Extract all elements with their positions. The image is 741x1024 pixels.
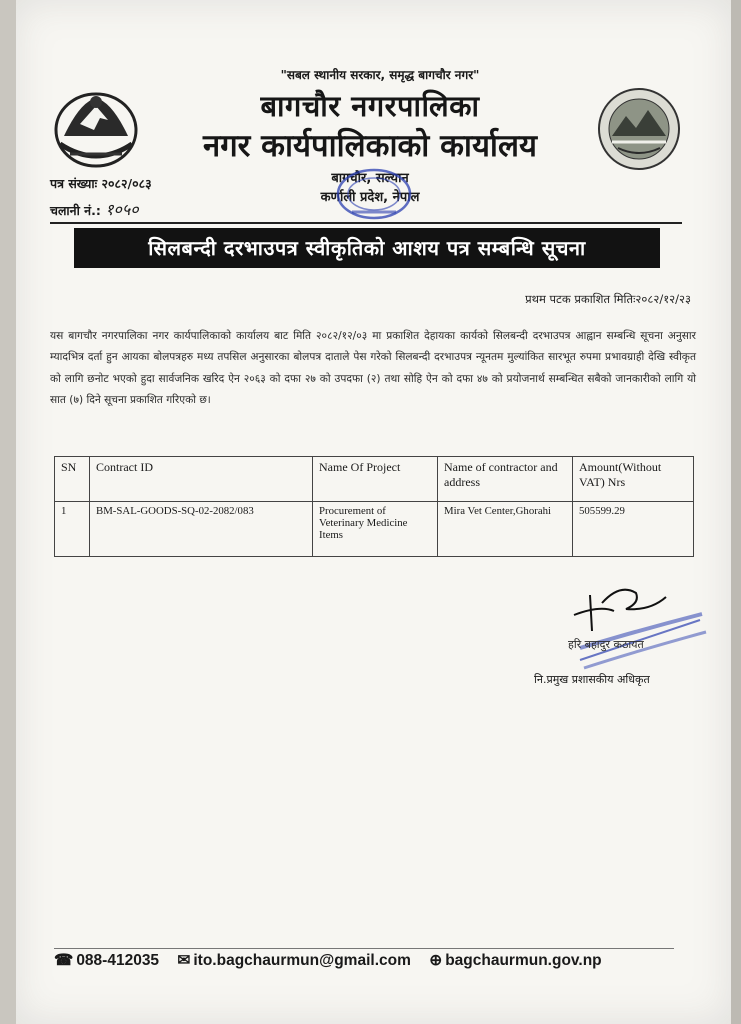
globe-icon: ⊕	[429, 952, 443, 969]
letter-number	[50, 175, 152, 192]
phone-icon: ☎	[54, 952, 74, 969]
address-line-2: कर्णाली प्रदेश, नेपाल	[320, 190, 420, 205]
background-edge	[0, 0, 16, 1024]
contracts-table	[54, 456, 694, 557]
table-header-row	[55, 457, 694, 502]
footer-email[interactable]	[177, 952, 411, 969]
motto: "सबल स्थानीय सरकार, समृद्ध बागचौर नगर"	[280, 68, 480, 82]
signer-name: हरि बहादुर कठायत	[568, 638, 644, 651]
cell-project: Procurement of Veterinary Medicine Items	[313, 502, 438, 557]
nepal-emblem-icon	[50, 84, 142, 170]
dispatch-number-label: चलानी नं.:	[50, 203, 101, 218]
background-edge-right	[731, 0, 741, 1024]
footer-divider	[54, 948, 674, 949]
notice-body: यस बागचौर नगरपालिका नगर कार्यपालिकाको कार्यालय बाट मिति २०८२/१२/०३ मा प्रकाशित देहायका कार्यको सिलबन्दी दरभाउपत्र आह्वान सम्बन्धि सूचना अनुसार म्यादभित्र दर्ता हुन आयका बोलपत्रहरु मध्य तपसिल अनुसारका बोलपत्र दाताले पेस गरेको सिलबन्दी दरभाउपत्र न्यूनतम मुल्यांकित सारभूत रुपमा प्रभावग्राही देखि स्वीकृत को लागि छनोट भएको हुदा सार्वजनिक खरिद ऐन २०६३ को दफा २७ को उपदफा (२) तथा सोहि ऐन को दफा ४७ को प्रयोजनार्थ सम्बन्धित सबैको जानकारीको लागि यो सात (७) दिने सूचना प्रकाशित गरिएको छ।	[50, 330, 696, 406]
header-divider	[50, 222, 682, 224]
office-name: नगर कार्यपालिकाको कार्यालय	[203, 128, 537, 164]
address-line-1: बागचौर, सल्यान	[331, 171, 409, 186]
website-text: bagchaurmun.gov.np	[445, 952, 602, 969]
footer-contact	[54, 951, 694, 970]
email-text: ito.bagchaurmun@gmail.com	[193, 952, 411, 969]
letter-number-value: २०८२/०८३	[101, 176, 152, 191]
cell-amount: 505599.29	[573, 502, 694, 557]
header-project: Name Of Project	[313, 457, 438, 502]
header-sn: SN	[55, 457, 90, 502]
office-stamp-icon	[322, 168, 418, 224]
cell-sn: 1	[55, 502, 90, 557]
table-row	[55, 502, 694, 557]
org-name: बागचौर नगरपालिका	[260, 89, 480, 123]
notice-title: सिलबन्दी दरभाउपत्र स्वीकृतिको आशय पत्र सम्बन्धि सूचना	[74, 228, 660, 268]
cell-contractor: Mira Vet Center,Ghorahi	[438, 502, 573, 557]
footer-website[interactable]	[429, 952, 601, 969]
header-contractor: Name of contractor and address	[438, 457, 573, 502]
cell-contract-id: BM-SAL-GOODS-SQ-02-2082/083	[90, 502, 313, 557]
published-date: प्रथम पटक प्रकाशित मितिः२०८२/१२/२३	[525, 292, 691, 306]
dispatch-number	[50, 198, 139, 220]
signer-title: नि.प्रमुख प्रशासकीय अधिकृत	[534, 673, 650, 686]
municipality-seal-icon	[596, 86, 682, 172]
letter-number-label: पत्र संख्याः	[50, 176, 98, 191]
email-icon: ✉	[177, 952, 191, 969]
header-contract-id: Contract ID	[90, 457, 313, 502]
dispatch-number-value: १०५०	[105, 200, 139, 219]
footer-phone[interactable]	[54, 952, 159, 969]
header-amount: Amount(Without VAT) Nrs	[573, 457, 694, 502]
phone-text: 088-412035	[76, 952, 160, 969]
